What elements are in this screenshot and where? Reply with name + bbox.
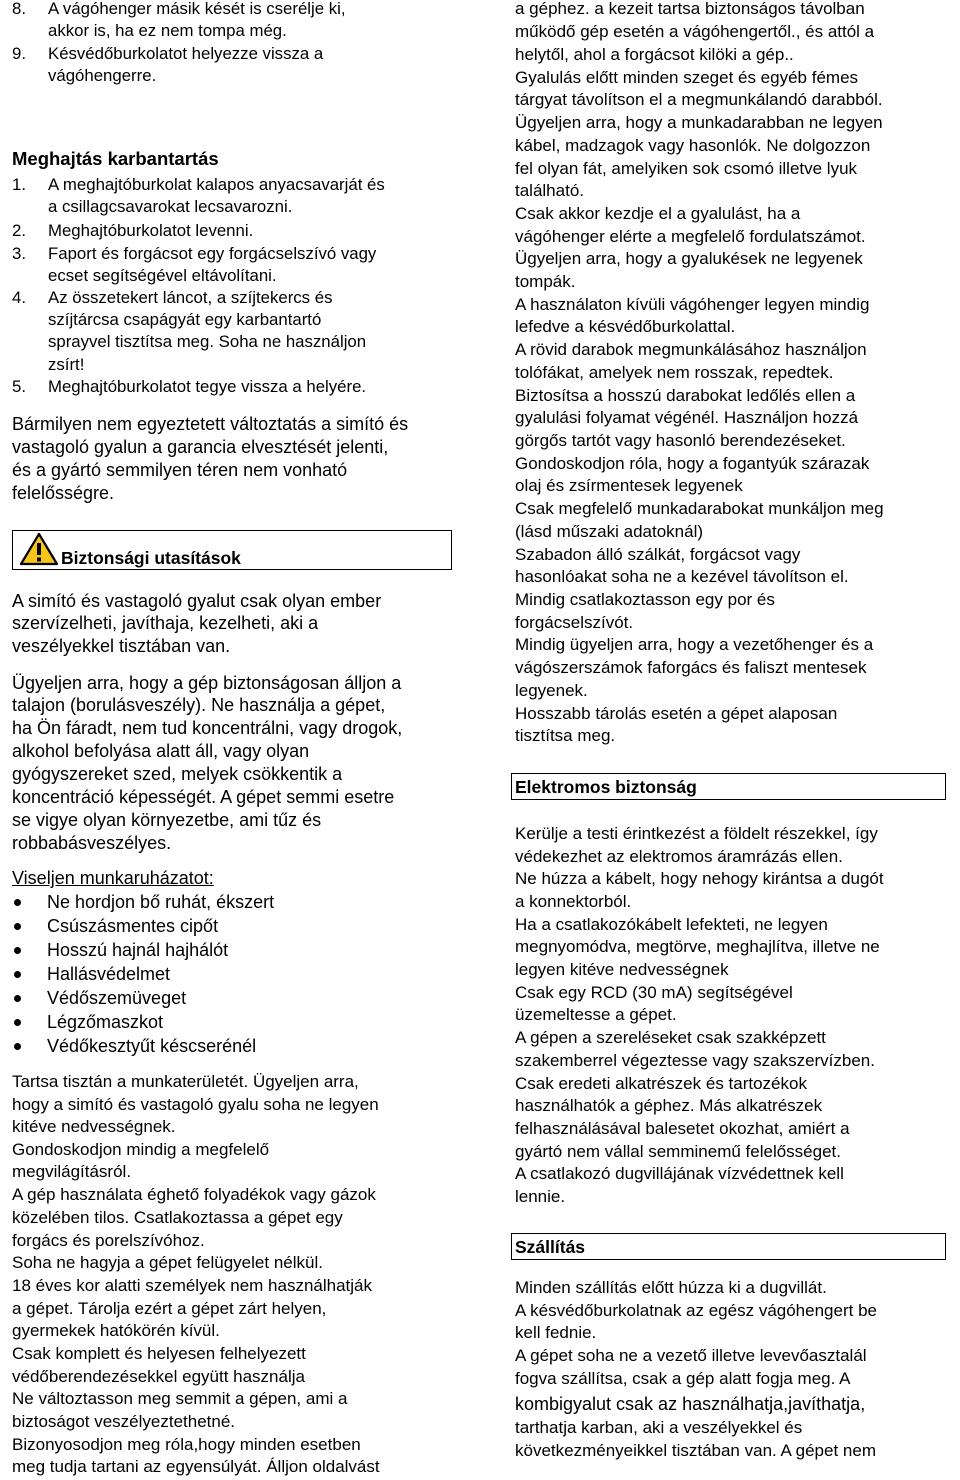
right-line-24: (lásd műszaki adatoknál) [515,522,704,541]
workplace-line-18: meg tudja tartani az egyensúlyát. Álljon oldalvást [12,1457,380,1476]
right-line-7: kábel, madzagok vagy hasonlók. Ne dolgozzon [515,136,871,155]
transport-heading-box [511,1233,946,1260]
right-line-28: forgácselszívót. [515,613,634,632]
warranty-line-2: vastagoló gyalun a garancia elvesztését jelenti, [12,437,389,457]
right-line-14: A használaton kívüli vágóhenger legyen mindig [515,295,870,314]
right-line-26: hasonlóakat soha ne a kezével távolítson el. [515,567,849,586]
electrical-line-15: gyártó nem vállal semminemű felelősséget. [515,1142,841,1161]
stability-line-8: robbabásveszélyes. [12,833,172,853]
electrical-line-4: a konnektorból. [515,892,632,911]
right-line-31: legyenek. [515,681,588,700]
electrical-line-7: legyen kitéve nedvességnek [515,960,729,979]
electrical-line-2: védekezhet az elektromos áramrázás ellen. [515,847,843,866]
workplace-line-12: gyermekek hatókörén kívül. [12,1321,220,1340]
right-line-17: tolófákat, amelyek nem rosszak, repedtek. [515,363,834,382]
stability-line-1: Ügyeljen arra, hogy a gép biztonságosan álljon a [12,673,402,693]
stability-line-7: se vigye olyan környezetbe, ami tűz és [12,810,322,830]
electrical-line-12: Csak eredeti alkatrészek és tartozékok [515,1074,807,1093]
transport-line-2: A késvédőburkolatnak az egész vágóhengert be [515,1301,877,1320]
stability-line-6: koncentráció képességét. A gépet semmi esetre [12,787,395,807]
workplace-line-11: a gépet. Tárolja ezért a gépet zárt helyen, [12,1299,327,1318]
right-line-5: tárgyat távolítson el a megmunkálandó darabból. [515,90,883,109]
stability-line-5: gyógyszereket szed, melyek csökkentik a [12,764,343,784]
electrical-line-17: lennie. [515,1187,566,1206]
electrical-line-5: Ha a csatlakozókábelt lefekteti, ne legyen [515,915,828,934]
bullet-icon [14,1019,21,1026]
warranty-line-1: Bármilyen nem egyeztetett változtatás a simító és [12,414,409,434]
workplace-line-6: A gép használata éghető folyadékok vagy gázok [12,1185,376,1204]
electrical-line-9: üzemeltesse a gépet. [515,1005,677,1024]
right-line-30: vágószerszámok faforgács és faliszt mentesek [515,658,867,677]
bullet-icon [14,947,21,954]
right-line-18: Biztosítsa a hosszú darabokat ledőlés ellen a [515,386,856,405]
right-line-19: gyalulási folyamat végénél. Használjon hozzá [515,408,859,427]
right-line-9: található. [515,181,584,200]
right-line-33: tisztítsa meg. [515,726,616,745]
bullet-icon [14,899,21,906]
right-line-16: A rövid darabok megmunkálásához használjon [515,340,867,359]
electrical-line-14: felhasználásával balesetet okozhat, amiért a [515,1119,850,1138]
electrical-line-8: Csak egy RCD (30 mA) segítségével [515,983,793,1002]
transport-heading: Szállítás [515,1237,586,1257]
right-line-1: a géphez. a kezeit tartsa biztonságos távolban [515,0,865,18]
workplace-line-10: 18 éves kor alatti személyek nem használhatják [12,1276,373,1295]
safety-intro-line-3: veszélyekkel tisztában van. [12,636,231,656]
right-line-12: Ügyeljen arra, hogy a gyalukések ne legyenek [515,249,863,268]
electrical-line-6: megnyomódva, megtörve, meghajlítva, illetve ne [515,937,880,956]
electrical-line-13: használhatók a géphez. Más alkatrészek [515,1096,823,1115]
right-line-11: vágóhenger elérte a megfelelő fordulatszámot. [515,227,866,246]
electrical-line-16: A csatlakozó dugvillájának vízvédettnek kell [515,1164,844,1183]
right-line-10: Csak akkor kezdje el a gyalulást, ha a [515,204,801,223]
right-line-8: fel olyan fát, amelyiken sok csomó illetve lyuk [515,159,858,178]
transport-line-7: tarthatja karban, aki a veszélyekkel és [515,1418,803,1437]
electrical-line-10: A gépen a szereléseket csak szakképzett [515,1028,826,1047]
safety-heading-box [12,530,452,570]
transport-line-3: kell fednie. [515,1323,597,1342]
workplace-line-15: Ne változtasson meg semmit a gépen, ami a [12,1389,348,1408]
right-line-32: Hosszabb tárolás esetén a gépet alaposan [515,704,838,723]
warranty-line-3: és a gyártó semmilyen téren nem vonható [12,460,348,480]
bullet-icon [14,995,21,1002]
clothing-heading: Viseljen munkaruházatot: [12,868,214,888]
warning-triangle-icon [19,532,59,566]
transport-line-4: A gépet soha ne a vezető illetve levevőasztalál [515,1346,867,1365]
right-line-4: Gyalulás előtt minden szeget és egyéb fémes [515,68,859,87]
bullet-icon [14,971,21,978]
right-line-23: Csak megfelelő munkadarabokat munkáljon meg [515,499,884,518]
stability-line-4: alkohol befolyása alatt áll, vagy olyan [12,741,310,761]
stability-line-2: talajon (borulásveszély). Ne használja a gépet, [12,695,386,715]
workplace-line-16: biztoságot veszélyeztethetné. [12,1412,236,1431]
bullet-icon [14,1043,21,1050]
right-line-3: helytől, ahol a forgácsot kilöki a gép.. [515,45,794,64]
right-line-25: Szabadon álló szálkát, forgácsot vagy [515,545,801,564]
electrical-line-11: szakemberrel végeztesse vagy szakszervízben. [515,1051,875,1070]
transport-line-5: fogva szállítsa, csak a gép alatt fogja meg. A [515,1369,851,1388]
workplace-line-17: Bizonyosodjon meg róla,hogy minden esetben [12,1435,361,1454]
workplace-line-9: Soha ne hagyja a gépet felügyelet nélkül. [12,1253,323,1272]
workplace-line-4: Gondoskodjon mindig a megfelelő [12,1140,270,1159]
workplace-line-13: Csak komplett és helyesen felhelyezett [12,1344,306,1363]
workplace-line-1: Tartsa tisztán a munkaterületét. Ügyeljen arra, [12,1072,359,1091]
workplace-line-5: megvilágításról. [12,1162,132,1181]
workplace-line-2: hogy a simító és vastagoló gyalu soha ne legyen [12,1095,379,1114]
right-line-20: görgős tartót vagy hasonló berendezéseket. [515,431,846,450]
bullet-icon [14,923,21,930]
transport-line-6: kombigyalut csak az használhatja,javíthatja, [515,1394,866,1414]
right-line-13: tompák. [515,272,576,291]
stability-line-3: ha Ön fáradt, nem tud koncentrálni, vagy drogok, [12,718,403,738]
workplace-line-8: forgács és porelszívóhoz. [12,1231,205,1250]
workplace-line-14: védőberendezésekkel együtt használja [12,1367,305,1386]
right-line-29: Mindig ügyeljen arra, hogy a vezetőhenger és a [515,635,874,654]
workplace-line-7: közelében tilos. Csatlakoztassa a gépet egy [12,1208,343,1227]
transport-line-8: következményeikkel tisztában van. A gépet nem [515,1441,876,1460]
safety-intro-line-2: szervízelheti, javíthaja, kezelheti, aki a [12,613,319,633]
right-line-27: Mindig csatlakoztasson egy por és [515,590,775,609]
warranty-line-4: felelősségre. [12,483,115,503]
right-line-2: működő gép esetén a vágóhengertől., és attól a [515,22,875,41]
right-line-21: Gondoskodjon róla, hogy a fogantyúk szárazak [515,454,870,473]
right-line-6: Ügyeljen arra, hogy a munkadarabban ne legyen [515,113,883,132]
electrical-heading-box [511,773,946,800]
safety-heading: Biztonsági utasítások [61,548,241,568]
electrical-line-3: Ne húzza a kábelt, hogy nehogy kirántsa a dugót [515,869,884,888]
electrical-heading: Elektromos biztonság [515,777,697,797]
safety-intro-line-1: A simító és vastagoló gyalut csak olyan ember [12,591,382,611]
right-line-15: lefedve a késvédőburkolattal. [515,317,736,336]
electrical-line-1: Kerülje a testi érintkezést a földelt részekkel, így [515,824,878,843]
transport-line-1: Minden szállítás előtt húzza ki a dugvillát. [515,1278,827,1297]
workplace-line-3: kitéve nedvességnek. [12,1117,176,1136]
right-line-22: olaj és zsírmentesek legyenek [515,476,743,495]
maintenance-heading: Meghajtás karbantartás [12,148,219,169]
